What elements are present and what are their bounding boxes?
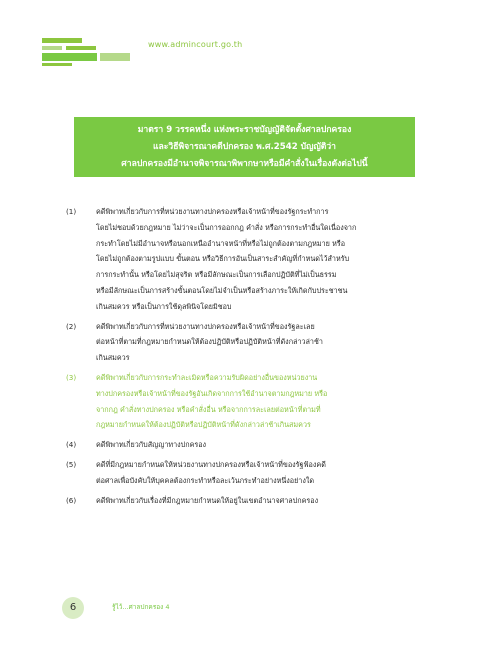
item-text [96, 437, 442, 453]
item-line: การกระทำนั้น หรือโดยไม่สุจริต หรือมีลักษณะเป็นการเลือกปฏิบัติที่ไม่เป็นธรรม [96, 270, 337, 280]
item-text [96, 493, 442, 509]
page-number: 6 [62, 597, 84, 619]
item-line: กฎหมายกำหนดให้ต้องปฏิบัติหรือปฏิบัติหน้าที่ดังกล่าวล่าช้าเกินสมควร [96, 420, 311, 430]
list-item [66, 437, 442, 453]
item-line: หรือมีลักษณะเป็นการสร้างขั้นตอนโดยไม่จำเป็นหรือสร้างภาระให้เกิดกับประชาชน [96, 285, 348, 295]
item-number: (3) [66, 372, 77, 382]
item-line: คดีที่มีกฎหมายกำหนดให้หน่วยงานทางปกครองหรือเจ้าหน้าที่ของรัฐฟ้องคดี [96, 459, 326, 469]
title-box [74, 117, 415, 177]
item-number: (6) [66, 495, 77, 505]
page-footer [62, 593, 312, 623]
item-text [96, 319, 442, 366]
item-number: (5) [66, 459, 77, 469]
item-line: เกินสมควร [96, 353, 130, 363]
list-item-highlighted [66, 370, 442, 433]
admin-court-logo [40, 35, 140, 69]
item-line: คดีพิพาทเกี่ยวกับการที่หน่วยงานทางปกครองหรือเจ้าหน้าที่ของรัฐละเลย [96, 321, 315, 331]
item-number: (4) [66, 440, 77, 450]
item-line: โดยไม่ถูกต้องตามรูปแบบ ขั้นตอน หรือวิธีการอันเป็นสาระสำคัญที่กำหนดไว้สำหรับ [96, 254, 350, 264]
title-line: และวิธีพิจารณาคดีปกครอง พ.ศ.2542 บัญญัติว่า [152, 141, 337, 152]
item-number: (1) [66, 207, 77, 216]
list-item [66, 457, 442, 489]
item-line: ต่อหน้าที่ตามที่กฎหมายกำหนดให้ต้องปฏิบัติหรือปฏิบัติหน้าที่ดังกล่าวล่าช้า [96, 337, 323, 347]
title-line: ศาลปกครองมีอำนาจพิจารณาพิพากษาหรือมีคำสั่งในเรื่องดังต่อไปนี้ [121, 158, 368, 169]
item-line: จากกฎ คำสั่งทางปกครอง หรือคำสั่งอื่น หรือจากการละเลยต่อหน้าที่ตามที่ [96, 404, 321, 414]
item-line: คดีพิพาทเกี่ยวกับสัญญาทางปกครอง [96, 440, 207, 450]
item-text [96, 370, 442, 433]
item-line: เกินสมควร หรือเป็นการใช้ดุลพินิจโดยมิชอบ [96, 301, 232, 311]
item-number: (2) [66, 321, 77, 331]
item-line: ต่อศาลเพื่อบังคับให้บุคคลต้องกระทำหรือละเว้นกระทำอย่างหนึ่งอย่างใด [96, 475, 315, 485]
title-line: มาตรา 9 วรรคหนึ่ง แห่งพระราชบัญญัติจัดตั้งศาลปกครอง [137, 124, 352, 135]
list-item [66, 204, 442, 315]
item-line: คดีพิพาทเกี่ยวกับเรื่องที่มีกฎหมายกำหนดให้อยู่ในเขตอำนาจศาลปกครอง [96, 495, 319, 505]
footer-text: รู้ไว้...ศาลปกครอง 4 [112, 603, 170, 611]
item-line: ทางปกครองหรือเจ้าหน้าที่ของรัฐอันเกิดจากการใช้อำนาจตามกฎหมาย หรือ [96, 388, 328, 398]
item-line: คดีพิพาทเกี่ยวกับการที่หน่วยงานทางปกครองหรือเจ้าหน้าที่ของรัฐกระทำการ [96, 207, 329, 216]
item-text [96, 204, 442, 315]
item-line: กระทำโดยไม่มีอำนาจหรือนอกเหนืออำนาจหน้าที่หรือไม่ถูกต้องตามกฎหมาย หรือ [96, 238, 346, 248]
item-text [96, 457, 442, 489]
item-list [66, 204, 442, 512]
site-url[interactable]: www.admincourt.go.th [148, 40, 243, 49]
item-line: คดีพิพาทเกี่ยวกับการกระทำละเมิดหรือความรับผิดอย่างอื่นของหน่วยงาน [96, 372, 318, 382]
item-line: โดยไม่ชอบด้วยกฎหมาย ไม่ว่าจะเป็นการออกกฎ คำสั่ง หรือการกระทำอื่นใดเนื่องจาก [96, 222, 357, 232]
list-item [66, 319, 442, 366]
list-item [66, 493, 442, 509]
